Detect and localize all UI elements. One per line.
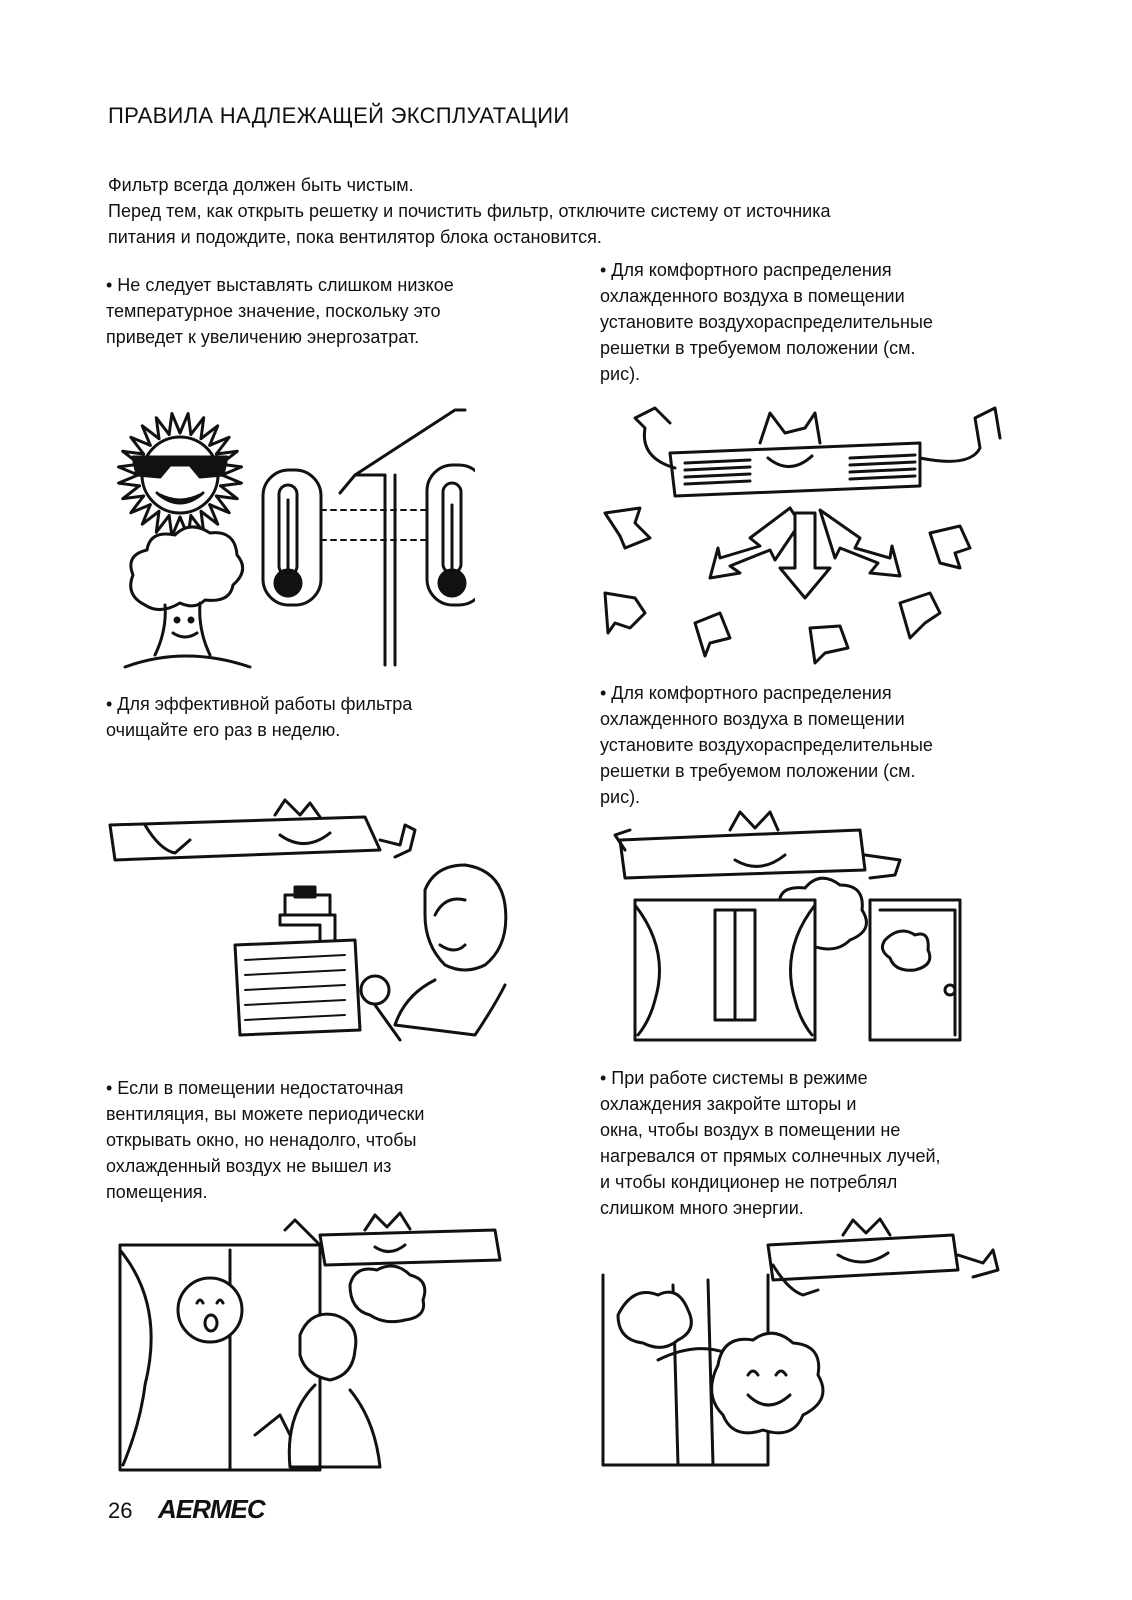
- tip-line: установите воздухораспределительные: [600, 312, 933, 332]
- tip-line: очищайте его раз в неделю.: [106, 720, 341, 740]
- tip-line: • Если в помещении недостаточная: [106, 1078, 404, 1098]
- tip-line: вентиляция, вы можете периодически: [106, 1104, 425, 1124]
- tip-line: охлажденного воздуха в помещении: [600, 709, 905, 729]
- cloud-icon: [350, 1266, 425, 1322]
- tip-air-distribution: [600, 257, 933, 387]
- closed-curtains-illustration: [598, 1215, 1018, 1475]
- sun-icon: [119, 414, 242, 537]
- sun-ray: [156, 418, 169, 439]
- ac-air-distribution-illustration: [600, 398, 1020, 668]
- woman-icon: [361, 865, 506, 1040]
- tip-line: и чтобы кондиционер не потреблял: [600, 1172, 898, 1192]
- tip-line: охлажденный воздух не вышел из: [106, 1156, 392, 1176]
- intro-line: питания и подождите, пока вентилятор блока остановится.: [108, 227, 602, 247]
- sun-ray: [221, 475, 242, 486]
- sun-ray: [119, 475, 140, 486]
- tip-line: решетки в требуемом положении (см.: [600, 761, 916, 781]
- tip-line: нагревался от прямых солнечных лучей,: [600, 1146, 941, 1166]
- tip-line: приведет к увеличению энергозатрат.: [106, 327, 420, 347]
- sun-ray: [169, 414, 180, 435]
- tip-line: помещения.: [106, 1182, 208, 1202]
- intro-text: [108, 172, 1008, 250]
- page-number: 26: [108, 1498, 133, 1523]
- tip-filter-cleaning: [106, 691, 412, 743]
- ac-unit-icon: [615, 812, 900, 878]
- sun-icon: [178, 1278, 242, 1342]
- tip-line: рис).: [600, 364, 641, 384]
- tree-icon: [125, 527, 250, 667]
- tip-line: охлажденного воздуха в помещении: [600, 286, 905, 306]
- tip-low-temperature: [106, 272, 454, 350]
- tip-curtains: [600, 1065, 941, 1221]
- tip-line: окна, чтобы воздух в помещении не: [600, 1120, 901, 1140]
- ac-unit-icon: [635, 408, 1000, 496]
- tip-line: температурное значение, поскольку это: [106, 301, 441, 321]
- tip-line: • Для комфортного распределения: [600, 260, 892, 280]
- tip-ventilation: [106, 1075, 424, 1205]
- tip-air-distribution-2: [600, 680, 933, 810]
- intro-line: Перед тем, как открыть решетку и почистить фильтр, отключите систему от источника: [108, 201, 831, 221]
- open-window-illustration: [115, 1205, 535, 1475]
- air-arrows-icon: [605, 508, 970, 663]
- window-icon: [635, 900, 815, 1040]
- window-door-illustration: [610, 800, 1020, 1050]
- tip-line: охлаждения закройте шторы и: [600, 1094, 857, 1114]
- tip-line: • Для комфортного распределения: [600, 683, 892, 703]
- aermec-logo: AERMEC: [158, 1494, 265, 1524]
- filter-grille-icon: [235, 940, 360, 1035]
- tip-line: решетки в требуемом положении (см.: [600, 338, 916, 358]
- faucet-icon: [280, 887, 335, 945]
- tip-line: установите воздухораспределительные: [600, 735, 933, 755]
- tip-line: рис).: [600, 787, 641, 807]
- filter-washing-illustration: [105, 795, 525, 1055]
- page-title: ПРАВИЛА НАДЛЕЖАЩЕЙ ЭКСПЛУАТАЦИИ: [108, 103, 570, 128]
- thermometer-icon-indoor: [427, 465, 475, 605]
- ac-unit-icon: [768, 1219, 998, 1295]
- tip-line: • Не следует выставлять слишком низкое: [106, 275, 454, 295]
- tip-line: • При работе системы в режиме: [600, 1068, 868, 1088]
- sun-ray: [123, 486, 144, 499]
- sun-ray: [180, 414, 191, 435]
- intro-line: Фильтр всегда должен быть чистым.: [108, 175, 414, 195]
- ac-unit-icon: [110, 800, 415, 860]
- sun-thermometer-illustration: [105, 405, 475, 670]
- thermometer-icon-outdoor: [263, 470, 321, 605]
- tip-line: слишком много энергии.: [600, 1198, 804, 1218]
- sun-ray: [191, 418, 204, 439]
- tip-line: открывать окно, но ненадолго, чтобы: [106, 1130, 417, 1150]
- tip-line: • Для эффективной работы фильтра: [106, 694, 413, 714]
- cloud-face-icon: [712, 1333, 823, 1433]
- door-icon: [870, 900, 960, 1040]
- sun-ray: [216, 486, 237, 499]
- sun-ray: [156, 511, 169, 532]
